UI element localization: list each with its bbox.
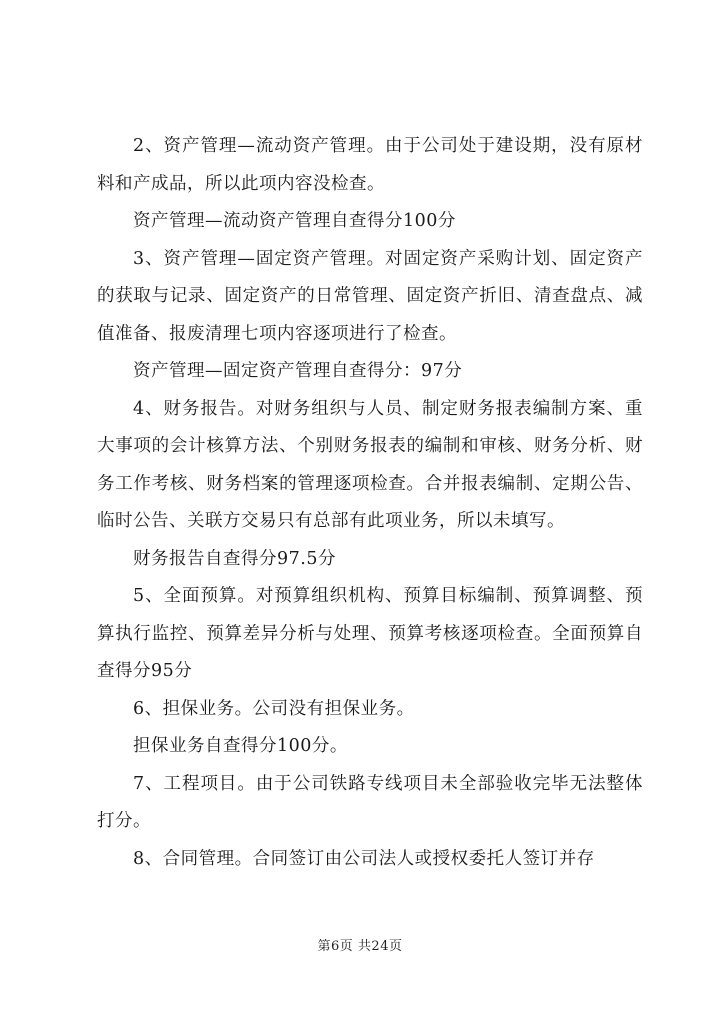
paragraph-engineering: 7、工程项目。由于公司铁路专线项目未全部验收完毕无法整体打分。: [97, 773, 643, 831]
paragraph-financial-report-score: 财务报告自查得分97.5分: [133, 548, 336, 569]
paragraph-current-assets: 2、资产管理—流动资产管理。由于公司处于建设期，没有原材料和产成品，所以此项内容没检查。: [97, 136, 643, 194]
paragraph-contract: 8、合同管理。合同签订由公司法人或授权委托人签订并存: [133, 848, 595, 869]
paragraph-guarantee: 6、担保业务。公司没有担保业务。: [133, 698, 415, 719]
page-number: 第6页 共24页: [317, 939, 403, 954]
paragraph-budget: 5、全面预算。对预算组织机构、预算目标编制、预算调整、预算执行监控、预算差异分析与处理、预算考核逐项检查。全面预算自查得分95分: [97, 586, 643, 681]
paragraph-financial-report: 4、财务报告。对财务组织与人员、制定财务报表编制方案、重大事项的会计核算方法、个别财务报表的编制和审核、财务分析、财务工作考核、财务档案的管理逐项检查。合并报表编制、定期公告、临时公告、关联方交易只有总部有此项业务，所以未填写。: [97, 398, 643, 531]
document-body: [97, 128, 643, 878]
paragraph-fixed-assets: 3、资产管理—固定资产管理。对固定资产采购计划、固定资产的获取与记录、固定资产的日常管理、固定资产折旧、清查盘点、减值准备、报废清理七项内容逐项进行了检查。: [97, 248, 643, 344]
paragraph-current-assets-score: 资产管理—流动资产管理自查得分100分: [133, 211, 456, 231]
paragraph-fixed-assets-score: 资产管理—固定资产管理自查得分：97分: [133, 361, 463, 381]
paragraph-guarantee-score: 担保业务自查得分100分。: [133, 736, 348, 756]
